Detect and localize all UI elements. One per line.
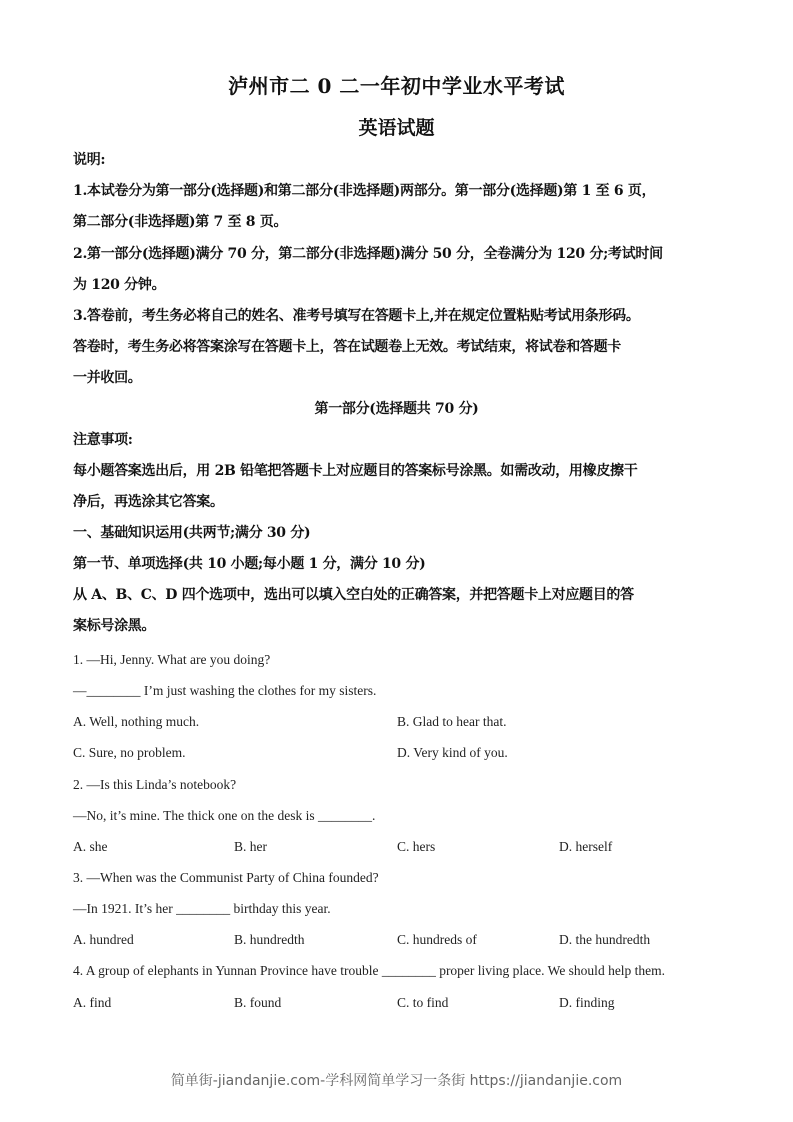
question-3-option-b: B. hundredth [234, 932, 305, 947]
instruction-line: 第二部分(非选择题)第 7 至 8 页。 [73, 214, 288, 230]
question-1-prompt: 1. —Hi, Jenny. What are you doing? [73, 652, 271, 667]
instruction-line: 一并收回。 [73, 370, 142, 386]
question-3-response: —In 1921. It’s her ________ birthday this year. [73, 901, 331, 916]
notes-line: 净后，再选涂其它答案。 [73, 494, 224, 510]
notes-line: 每小题答案选出后，用 2B 铅笔把答题卡上对应题目的答案标号涂黑。如需改动，用橡皮擦干 [73, 463, 638, 479]
watermark-footer: 简单街-jiandanjie.com-学科网简单学习一条街 https://jiandanjie.com [170, 1073, 623, 1089]
directions-line: 从 A、B、C、D 四个选项中，选出可以填入空白处的正确答案，并把答题卡上对应题目的答 [73, 587, 634, 603]
instruction-line: 为 120 分钟。 [73, 277, 166, 293]
question-3-prompt: 3. —When was the Communist Party of China founded? [73, 870, 379, 885]
question-4-prompt: 4. A group of elephants in Yunnan Province have trouble ________ proper living place. We should help them. [73, 963, 666, 978]
exam-subtitle: 英语试题 [358, 117, 435, 139]
question-2-prompt: 2. —Is this Linda’s notebook? [73, 777, 237, 792]
question-2-response: —No, it’s mine. The thick one on the desk is ________. [73, 808, 376, 823]
question-4-option-d: D. finding [559, 995, 615, 1010]
question-3-option-d: D. the hundredth [559, 932, 651, 947]
question-2-option-c: C. hers [397, 839, 436, 854]
instruction-line: 3.答卷前，考生务必将自己的姓名、准考号填写在答题卡上,并在规定位置粘贴考试用条形码。 [73, 308, 640, 324]
question-1-option-d: D. Very kind of you. [397, 745, 508, 760]
notes-heading: 注意事项: [73, 432, 133, 448]
question-4-option-c: C. to find [397, 995, 449, 1010]
question-1-response: —________ I’m just washing the clothes for my sisters. [73, 683, 377, 698]
directions-line: 案标号涂黑。 [73, 618, 156, 634]
question-2-option-a: A. she [73, 839, 108, 854]
question-1-option-b: B. Glad to hear that. [397, 714, 507, 729]
subsection-heading: 第一节、单项选择(共 10 小题;每小题 1 分，满分 10 分) [73, 556, 426, 572]
question-2-option-d: D. herself [559, 839, 613, 854]
instruction-line: 1.本试卷分为第一部分(选择题)和第二部分(非选择题)两部分。第一部分(选择题)第 1 至 6 页， [73, 183, 656, 199]
exam-title: 泸州市二 0 二一年初中学业水平考试 [228, 74, 565, 98]
instructions-heading: 说明: [73, 152, 106, 168]
section-heading: 一、基础知识运用(共两节;满分 30 分) [73, 525, 311, 541]
instruction-line: 答卷时，考生务必将答案涂写在答题卡上，答在试题卷上无效。考试结束，将试卷和答题卡 [73, 339, 621, 355]
question-4-option-b: B. found [234, 995, 282, 1010]
question-1-option-c: C. Sure, no problem. [73, 745, 186, 760]
part-one-title: 第一部分(选择题共 70 分) [314, 401, 479, 417]
instruction-line: 2.第一部分(选择题)满分 70 分，第二部分(非选择题)满分 50 分，全卷满分为 120 分;考试时间 [73, 246, 663, 262]
question-4-option-a: A. find [73, 995, 112, 1010]
question-3-option-c: C. hundreds of [397, 932, 477, 947]
question-1-option-a: A. Well, nothing much. [73, 714, 200, 729]
question-3-option-a: A. hundred [73, 932, 134, 947]
question-2-option-b: B. her [234, 839, 267, 854]
